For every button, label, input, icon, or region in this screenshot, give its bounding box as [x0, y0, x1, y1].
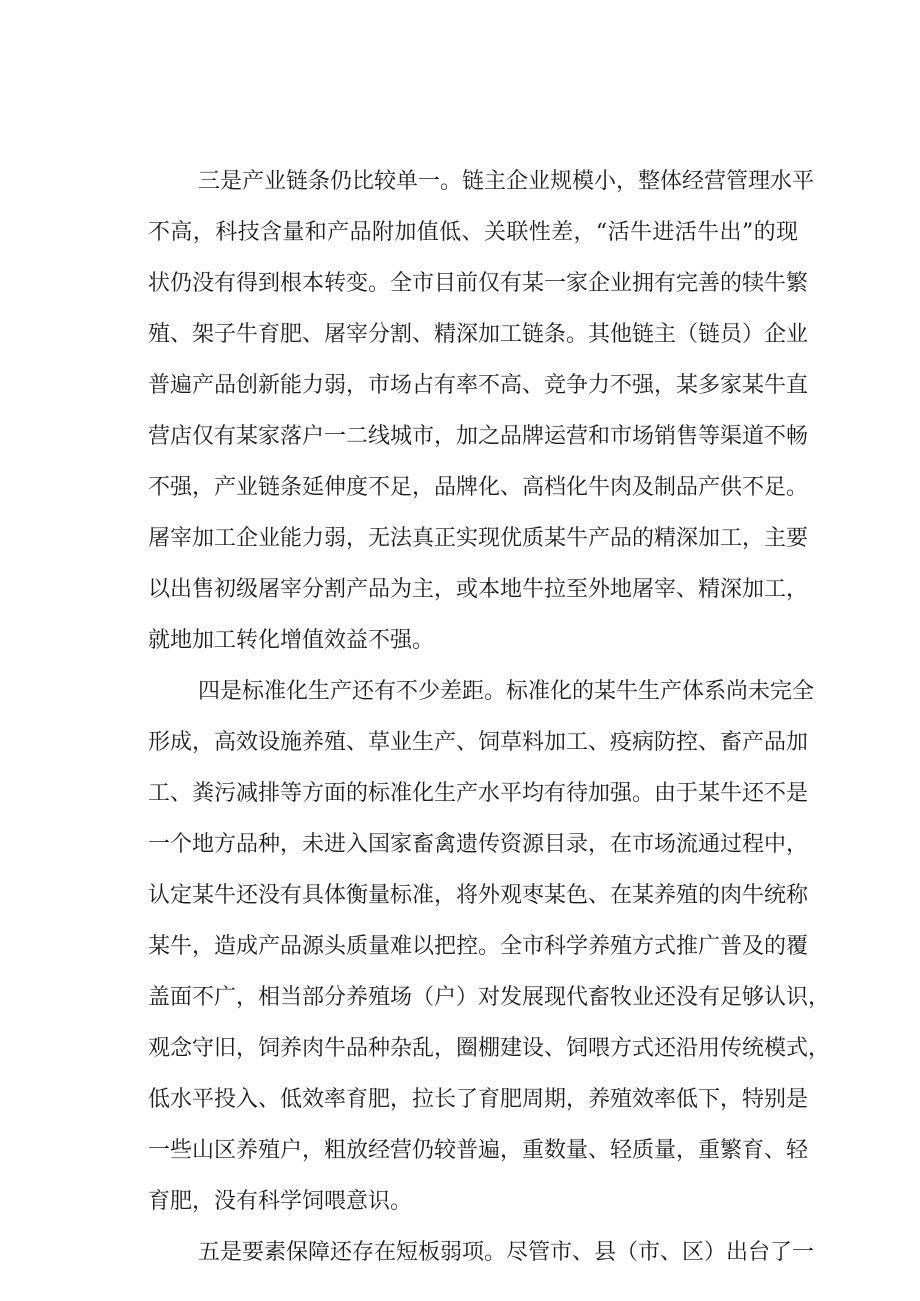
- paragraph-4-line-2: 形成，高效设施养殖、草业生产、饲草料加工、疫病防控、畜产品加: [148, 730, 809, 755]
- paragraph-4-line-8: 观念守旧，饲养肉牛品种杂乱，圈棚建设、饲喂方式还沿用传统模式，: [148, 1036, 831, 1061]
- paragraph-4-line-9: 低水平投入、低效率育肥，拉长了育肥周期，养殖效率低下，特别是: [148, 1087, 809, 1112]
- paragraph-3-line-8: 屠宰加工企业能力弱，无法真正实现优质某牛产品的精深加工，主要: [148, 526, 809, 551]
- paragraph-3-line-9: 以出售初级屠宰分割产品为主，或本地牛拉至外地屠宰、精深加工，: [148, 577, 809, 602]
- paragraph-3-line-4: 殖、架子牛育肥、屠宰分割、精深加工链条。其他链主（链员）企业: [148, 322, 809, 347]
- paragraph-4-line-6: 某牛，造成产品源头质量难以把控。全市科学养殖方式推广普及的覆: [148, 934, 809, 959]
- paragraph-4-line-5: 认定某牛还没有具体衡量标准，将外观枣某色、在某养殖的肉牛统称: [148, 883, 809, 908]
- paragraph-3-line-6: 营店仅有某家落户一二线城市，加之品牌运营和市场销售等渠道不畅: [148, 424, 809, 449]
- paragraph-4-line-3: 工、粪污减排等方面的标准化生产水平均有待加强。由于某牛还不是: [148, 781, 809, 806]
- paragraph-4-line-4: 一个地方品种，未进入国家畜禽遗传资源目录，在市场流通过程中，: [148, 832, 809, 857]
- paragraph-3-line-7: 不强，产业链条延伸度不足，品牌化、高档化牛肉及制品产供不足。: [148, 475, 809, 500]
- paragraph-4-line-10: 一些山区养殖户，粗放经营仍较普遍，重数量、轻质量，重繁育、轻: [148, 1138, 809, 1163]
- paragraph-3-line-1: 三是产业链条仍比较单一。链主企业规模小，整体经营管理水平: [198, 169, 815, 194]
- paragraph-4-line-7: 盖面不广，相当部分养殖场（户）对发展现代畜牧业还没有足够认识，: [148, 985, 831, 1010]
- paragraph-3-line-3: 状仍没有得到根本转变。全市目前仅有某一家企业拥有完善的犊牛繁: [148, 271, 809, 296]
- paragraph-4-line-11: 育肥，没有科学饲喂意识。: [148, 1189, 413, 1214]
- paragraph-3-line-5: 普遍产品创新能力弱，市场占有率不高、竞争力不强，某多家某牛直: [148, 373, 809, 398]
- paragraph-4-line-1: 四是标准化生产还有不少差距。标准化的某牛生产体系尚未完全: [198, 679, 815, 704]
- paragraph-3-line-2: 不高，科技含量和产品附加值低、关联性差，“活牛进活牛出”的现: [148, 220, 798, 245]
- paragraph-5-line-1: 五是要素保障还存在短板弱项。尽管市、县（市、区）出台了一: [198, 1240, 815, 1265]
- paragraph-3-line-10: 就地加工转化增值效益不强。: [148, 628, 435, 653]
